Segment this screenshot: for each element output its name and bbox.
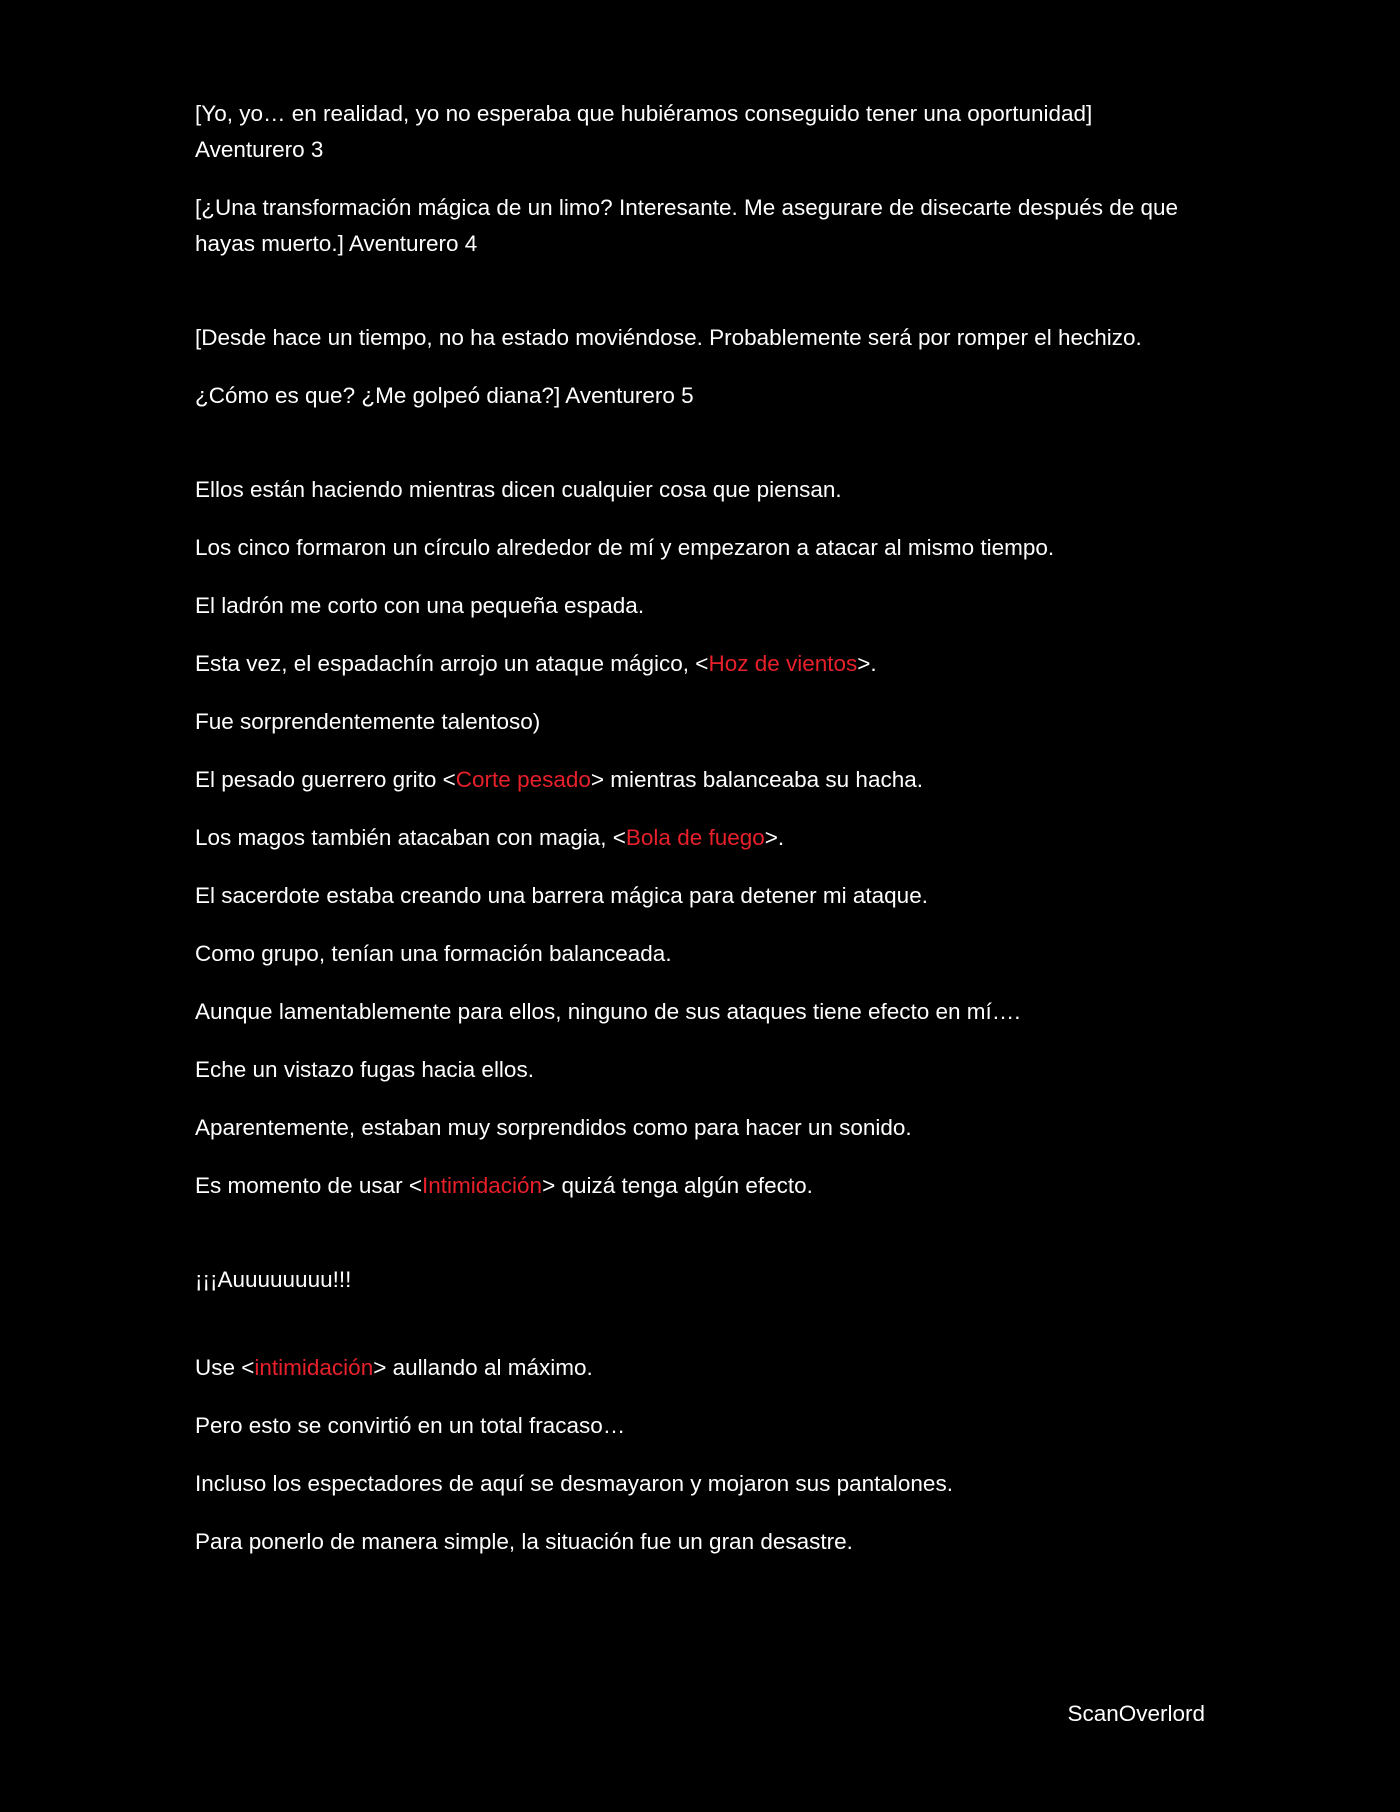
paragraph-narration: Para ponerlo de manera simple, la situación fue un gran desastre. [195,1529,853,1554]
paragraph-dialogue-adventurer-5-a: [Desde hace un tiempo, no ha estado moviéndose. Probablemente será por romper el hechizo. [195,325,1142,350]
paragraph-narration: Como grupo, tenían una formación balanceada. [195,941,672,966]
paragraph-narration: Aparentemente, estaban muy sorprendidos como para hacer un sonido. [195,1115,912,1140]
paragraph-narration: Pero esto se convirtió en un total fracaso… [195,1413,626,1438]
skill-name-highlight: Intimidación [422,1173,543,1198]
text-segment: >. [764,825,785,850]
skill-name-highlight: Bola de fuego [625,825,765,850]
paragraph-dialogue-adventurer-5-b: ¿Cómo es que? ¿Me golpeó diana?] Aventurero 5 [195,383,694,408]
text-segment: >. [857,651,877,676]
paragraph-narration: Los cinco formaron un círculo alrededor de mí y empezaron a atacar al mismo tiempo. [195,535,1055,560]
text-segment: > quizá tenga algún efecto. [542,1173,813,1198]
skill-name-highlight: Hoz de vientos [708,651,858,676]
paragraph-narration: Ellos están haciendo mientras dicen cualquier cosa que piensan. [195,477,842,502]
text-segment: > mientras balanceaba su hacha. [590,767,923,792]
text-segment: > aullando al máximo. [373,1355,593,1380]
paragraph-narration: El ladrón me corto con una pequeña espada. [195,593,645,618]
document-body [195,96,1205,1582]
paragraph-narration: El sacerdote estaba creando una barrera mágica para detener mi ataque. [195,883,928,908]
paragraph-narration-skill [195,1168,1205,1204]
speaker-label: Aventurero 3 [195,137,324,162]
text-segment: Es momento de usar < [195,1173,422,1198]
paragraph-howl: ¡¡¡Auuuuuuuu!!! [195,1267,352,1292]
paragraph-narration: Aunque lamentablemente para ellos, ninguno de sus ataques tiene efecto en mí…. [195,999,1021,1024]
paragraph-narration-skill [195,646,1205,682]
text-segment: Los magos también atacaban con magia, < [195,825,626,850]
paragraph-narration-skill [195,762,1205,798]
skill-name-highlight: Corte pesado [455,767,591,792]
paragraph-narration: Incluso los espectadores de aquí se desmayaron y mojaron sus pantalones. [195,1471,953,1496]
paragraph-narration-skill [195,1350,1205,1386]
scanlation-credit: ScanOverlord [1067,1701,1205,1726]
paragraph-dialogue-adventurer-4: [¿Una transformación mágica de un limo? Interesante. Me asegurare de disecarte después de que hayas muerto.] Aventurero 4 [195,195,1179,256]
paragraph-narration-skill [195,820,1205,856]
skill-name-highlight: intimidación [254,1355,374,1380]
text-segment: Use < [195,1355,255,1380]
dialogue-text: [Yo, yo… en realidad, yo no esperaba que hubiéramos conseguido tener una oportunidad] [195,101,1093,126]
paragraph-narration: Eche un vistazo fugas hacia ellos. [195,1057,534,1082]
paragraph-dialogue-adventurer-3 [195,96,1205,168]
paragraph-narration: Fue sorprendentemente talentoso) [195,709,541,734]
text-segment: El pesado guerrero grito < [195,767,456,792]
text-segment: Esta vez, el espadachín arrojo un ataque mágico, < [195,651,709,676]
